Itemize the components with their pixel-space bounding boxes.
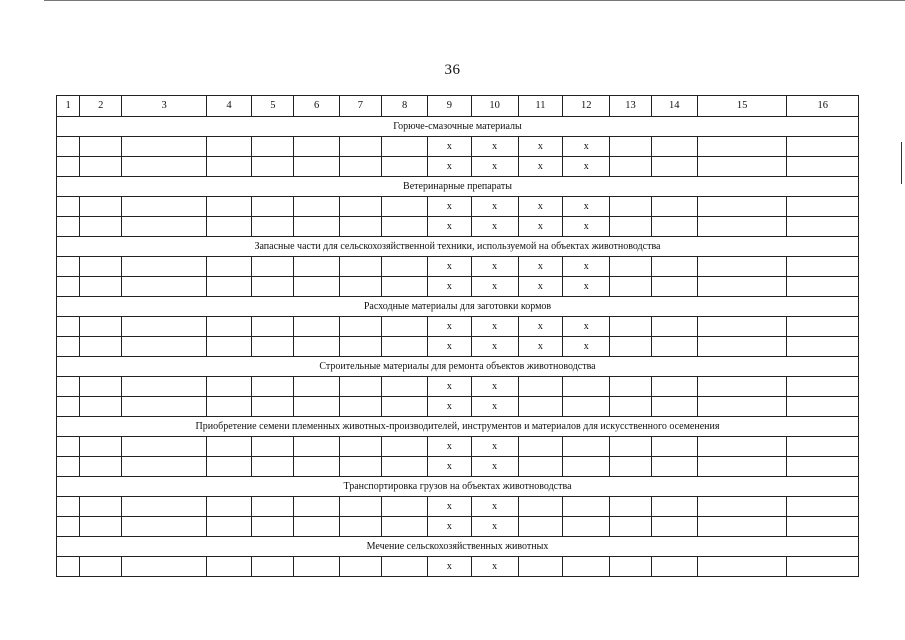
- table-cell: [206, 437, 251, 457]
- table-cell: [787, 457, 859, 477]
- table-cell: [294, 137, 339, 157]
- table-cell: [563, 517, 610, 537]
- table-cell: [697, 517, 787, 537]
- table-cell: [697, 157, 787, 177]
- table-cell: [294, 377, 339, 397]
- table-row: [57, 137, 859, 157]
- column-header: 6: [294, 96, 339, 117]
- table-cell: [651, 157, 697, 177]
- table-cell: [294, 197, 339, 217]
- table-cell: х: [471, 137, 518, 157]
- table-cell: [206, 217, 251, 237]
- table-cell: [252, 517, 294, 537]
- column-header: 2: [80, 96, 122, 117]
- table-cell: [381, 317, 427, 337]
- table-cell: [206, 137, 251, 157]
- table-cell: [610, 377, 651, 397]
- table-cell: х: [471, 457, 518, 477]
- table-cell: [697, 277, 787, 297]
- table-cell: [252, 557, 294, 577]
- table-cell: [651, 217, 697, 237]
- table-cell: [651, 457, 697, 477]
- table-cell: [80, 217, 122, 237]
- table-cell: [80, 517, 122, 537]
- table-cell: х: [563, 217, 610, 237]
- section-heading-row: [57, 477, 859, 497]
- section-heading-row: [57, 537, 859, 557]
- table-cell: [294, 257, 339, 277]
- table-cell: [518, 437, 562, 457]
- table-row: [57, 157, 859, 177]
- table-cell: [122, 257, 207, 277]
- column-header: 8: [381, 96, 427, 117]
- table-cell: [122, 317, 207, 337]
- table-cell: х: [471, 157, 518, 177]
- table-cell: [57, 277, 80, 297]
- table-cell: [787, 437, 859, 457]
- table-row: [57, 557, 859, 577]
- table-cell: [80, 257, 122, 277]
- table-cell: х: [471, 277, 518, 297]
- table-cell: [252, 257, 294, 277]
- table-cell: [381, 497, 427, 517]
- section-title: Приобретение семени племенных животных-производителей, инструментов и материалов для искусственного осеменения: [57, 417, 859, 437]
- table-cell: [57, 497, 80, 517]
- table-cell: [651, 197, 697, 217]
- table-cell: [610, 497, 651, 517]
- table-cell: [518, 517, 562, 537]
- table-cell: х: [428, 517, 471, 537]
- table-cell: х: [471, 377, 518, 397]
- table-cell: [697, 557, 787, 577]
- table-cell: х: [563, 137, 610, 157]
- table-cell: [57, 317, 80, 337]
- table-row: [57, 397, 859, 417]
- table-cell: [610, 457, 651, 477]
- section-heading-row: [57, 177, 859, 197]
- table-cell: х: [428, 497, 471, 517]
- table-cell: [518, 377, 562, 397]
- table-cell: х: [518, 137, 562, 157]
- table-cell: [697, 137, 787, 157]
- table-cell: [294, 397, 339, 417]
- table-cell: [651, 437, 697, 457]
- table-cell: [80, 457, 122, 477]
- table-cell: х: [428, 277, 471, 297]
- table-cell: [294, 517, 339, 537]
- table-cell: [294, 337, 339, 357]
- table-cell: х: [428, 457, 471, 477]
- table-cell: х: [428, 437, 471, 457]
- table-cell: [339, 457, 381, 477]
- table-cell: [563, 437, 610, 457]
- column-header: 1: [57, 96, 80, 117]
- table-cell: [57, 377, 80, 397]
- table-cell: [80, 377, 122, 397]
- table-cell: [252, 377, 294, 397]
- table-cell: [339, 317, 381, 337]
- table-cell: [57, 137, 80, 157]
- table-cell: [294, 277, 339, 297]
- table-cell: [381, 557, 427, 577]
- table-cell: х: [428, 197, 471, 217]
- table-cell: [122, 197, 207, 217]
- table-cell: [122, 557, 207, 577]
- table-cell: х: [428, 257, 471, 277]
- table-cell: [57, 557, 80, 577]
- table-cell: [651, 517, 697, 537]
- table-cell: х: [518, 157, 562, 177]
- table-cell: [252, 137, 294, 157]
- section-heading-row: [57, 117, 859, 137]
- table-cell: [381, 377, 427, 397]
- table-cell: [122, 157, 207, 177]
- column-header: 16: [787, 96, 859, 117]
- table-cell: [610, 437, 651, 457]
- table-cell: [80, 277, 122, 297]
- table-cell: х: [518, 197, 562, 217]
- table-cell: [122, 377, 207, 397]
- table-cell: [651, 397, 697, 417]
- table-cell: [294, 497, 339, 517]
- column-header: 11: [518, 96, 562, 117]
- table-cell: [339, 277, 381, 297]
- table-cell: х: [471, 397, 518, 417]
- table-row: [57, 497, 859, 517]
- table-cell: [381, 257, 427, 277]
- table-cell: [80, 317, 122, 337]
- table-cell: х: [563, 197, 610, 217]
- table-cell: [697, 317, 787, 337]
- table-cell: х: [428, 137, 471, 157]
- table-cell: [206, 317, 251, 337]
- table-cell: х: [471, 517, 518, 537]
- table-cell: [651, 277, 697, 297]
- table-cell: [787, 157, 859, 177]
- section-title: Расходные материалы для заготовки кормов: [57, 297, 859, 317]
- table-cell: [294, 317, 339, 337]
- table-row: [57, 517, 859, 537]
- table-cell: [381, 517, 427, 537]
- column-header: 3: [122, 96, 207, 117]
- table-cell: [80, 437, 122, 457]
- table-cell: [787, 517, 859, 537]
- table-cell: х: [518, 337, 562, 357]
- table-cell: [697, 397, 787, 417]
- table-cell: [610, 257, 651, 277]
- table-cell: х: [428, 157, 471, 177]
- table-cell: [651, 337, 697, 357]
- table-cell: [80, 557, 122, 577]
- table-cell: [381, 457, 427, 477]
- table-cell: [294, 157, 339, 177]
- section-title: Ветеринарные препараты: [57, 177, 859, 197]
- table-cell: [697, 457, 787, 477]
- table-cell: х: [518, 257, 562, 277]
- table-cell: [697, 337, 787, 357]
- table-cell: [206, 397, 251, 417]
- table-cell: [610, 137, 651, 157]
- table-cell: [339, 337, 381, 357]
- table-cell: [339, 137, 381, 157]
- table-cell: [57, 157, 80, 177]
- table-cell: [80, 497, 122, 517]
- table-cell: [206, 517, 251, 537]
- table-cell: [610, 157, 651, 177]
- table-cell: [339, 497, 381, 517]
- table-cell: [787, 397, 859, 417]
- table-cell: [518, 457, 562, 477]
- table-cell: [651, 257, 697, 277]
- table-cell: [252, 197, 294, 217]
- table-cell: [122, 457, 207, 477]
- table-cell: [651, 497, 697, 517]
- column-header: 14: [651, 96, 697, 117]
- table-cell: [610, 557, 651, 577]
- data-table: [56, 95, 859, 577]
- table-cell: [294, 457, 339, 477]
- table-cell: [122, 137, 207, 157]
- table-cell: х: [428, 377, 471, 397]
- table-cell: [563, 457, 610, 477]
- table-cell: [339, 257, 381, 277]
- table-cell: [122, 437, 207, 457]
- column-header-row: [57, 96, 859, 117]
- table-cell: х: [428, 317, 471, 337]
- table-cell: [57, 337, 80, 357]
- column-header: 13: [610, 96, 651, 117]
- table-cell: [787, 317, 859, 337]
- table-cell: [381, 197, 427, 217]
- table-cell: [563, 557, 610, 577]
- section-heading-row: [57, 237, 859, 257]
- table-cell: [57, 197, 80, 217]
- table-cell: х: [563, 157, 610, 177]
- section-title: Мечение сельскохозяйственных животных: [57, 537, 859, 557]
- table-cell: [610, 397, 651, 417]
- table-cell: [787, 497, 859, 517]
- table-cell: [787, 377, 859, 397]
- section-title: Транспортировка грузов на объектах животноводства: [57, 477, 859, 497]
- table-row: [57, 257, 859, 277]
- column-header: 12: [563, 96, 610, 117]
- table-cell: [697, 257, 787, 277]
- table-cell: [57, 517, 80, 537]
- table-cell: [252, 157, 294, 177]
- table-cell: [122, 397, 207, 417]
- table-row: [57, 317, 859, 337]
- table-row: [57, 217, 859, 237]
- table-cell: [610, 337, 651, 357]
- table-cell: [697, 497, 787, 517]
- table-cell: х: [428, 557, 471, 577]
- table-cell: [697, 377, 787, 397]
- section-heading-row: [57, 297, 859, 317]
- table-cell: [787, 257, 859, 277]
- table-cell: [651, 137, 697, 157]
- table-cell: [206, 497, 251, 517]
- column-header: 5: [252, 96, 294, 117]
- table-cell: [563, 397, 610, 417]
- table-cell: х: [428, 217, 471, 237]
- table-cell: [610, 317, 651, 337]
- table-row: [57, 457, 859, 477]
- section-title: Строительные материалы для ремонта объектов животноводства: [57, 357, 859, 377]
- table-cell: [80, 137, 122, 157]
- table-cell: [518, 497, 562, 517]
- table-cell: [787, 557, 859, 577]
- table-cell: х: [428, 337, 471, 357]
- table-cell: х: [471, 217, 518, 237]
- table-cell: х: [518, 317, 562, 337]
- section-heading-row: [57, 417, 859, 437]
- table-cell: [381, 157, 427, 177]
- table-cell: [206, 337, 251, 357]
- section-title: Запасные части для сельскохозяйственной техники, используемой на объектах животноводства: [57, 237, 859, 257]
- table-cell: [294, 557, 339, 577]
- table-cell: [610, 197, 651, 217]
- table-cell: [381, 437, 427, 457]
- table-cell: [122, 337, 207, 357]
- column-header: 15: [697, 96, 787, 117]
- table-row: [57, 437, 859, 457]
- table-cell: [206, 457, 251, 477]
- table-cell: [787, 337, 859, 357]
- table-cell: х: [471, 197, 518, 217]
- table-cell: х: [563, 317, 610, 337]
- table-cell: [381, 277, 427, 297]
- table-cell: [206, 157, 251, 177]
- table-row: [57, 197, 859, 217]
- table-cell: [518, 557, 562, 577]
- table-cell: [294, 217, 339, 237]
- column-header: 9: [428, 96, 471, 117]
- section-title: Горюче-смазочные материалы: [57, 117, 859, 137]
- table-cell: [294, 437, 339, 457]
- table-cell: [57, 217, 80, 237]
- table-cell: [252, 337, 294, 357]
- table-cell: [381, 137, 427, 157]
- table-cell: [252, 437, 294, 457]
- table-cell: [57, 397, 80, 417]
- table-cell: [339, 437, 381, 457]
- table-cell: [563, 377, 610, 397]
- page-number: 36: [444, 62, 461, 78]
- table-row: [57, 377, 859, 397]
- table-cell: [206, 277, 251, 297]
- table-cell: [206, 197, 251, 217]
- table-cell: х: [471, 257, 518, 277]
- table-cell: х: [428, 397, 471, 417]
- column-header: 4: [206, 96, 251, 117]
- table-cell: [252, 457, 294, 477]
- table-cell: [57, 457, 80, 477]
- table-cell: [381, 397, 427, 417]
- table-cell: [787, 217, 859, 237]
- table-cell: [80, 157, 122, 177]
- table-cell: х: [518, 277, 562, 297]
- table-cell: [122, 277, 207, 297]
- section-heading-row: [57, 357, 859, 377]
- table-cell: [252, 317, 294, 337]
- table-cell: х: [518, 217, 562, 237]
- table-cell: [252, 497, 294, 517]
- table-cell: [57, 257, 80, 277]
- table-cell: [651, 377, 697, 397]
- table-cell: [518, 397, 562, 417]
- table-cell: х: [563, 257, 610, 277]
- table-cell: [610, 517, 651, 537]
- table-cell: [122, 497, 207, 517]
- table-cell: [80, 197, 122, 217]
- table-cell: [122, 517, 207, 537]
- table-cell: [381, 217, 427, 237]
- table-cell: [80, 337, 122, 357]
- table-cell: [787, 137, 859, 157]
- table-cell: [651, 317, 697, 337]
- table-cell: [651, 557, 697, 577]
- column-header: 7: [339, 96, 381, 117]
- table-cell: [697, 197, 787, 217]
- table-cell: [610, 217, 651, 237]
- table-cell: [252, 217, 294, 237]
- table-cell: [80, 397, 122, 417]
- table-cell: [252, 397, 294, 417]
- table-cell: [339, 157, 381, 177]
- table-cell: [787, 197, 859, 217]
- table-cell: [339, 197, 381, 217]
- table-cell: х: [563, 337, 610, 357]
- table-cell: [787, 277, 859, 297]
- table-cell: [339, 397, 381, 417]
- table-row: [57, 337, 859, 357]
- table-cell: [206, 377, 251, 397]
- top-edge-rule: [44, 0, 905, 1]
- table-cell: [252, 277, 294, 297]
- table-cell: х: [471, 317, 518, 337]
- table-cell: [206, 557, 251, 577]
- page-edge-mark: [901, 142, 902, 184]
- table-cell: [339, 217, 381, 237]
- table-row: [57, 277, 859, 297]
- table-cell: х: [471, 497, 518, 517]
- table-cell: х: [471, 437, 518, 457]
- table-cell: [339, 517, 381, 537]
- table-cell: х: [471, 557, 518, 577]
- table-cell: [610, 277, 651, 297]
- table-cell: [57, 437, 80, 457]
- table-cell: х: [563, 277, 610, 297]
- table-cell: [381, 337, 427, 357]
- column-header: 10: [471, 96, 518, 117]
- table-cell: [339, 557, 381, 577]
- table-cell: [563, 497, 610, 517]
- table-cell: [697, 437, 787, 457]
- table-cell: [122, 217, 207, 237]
- table-cell: х: [471, 337, 518, 357]
- table-cell: [697, 217, 787, 237]
- table-cell: [206, 257, 251, 277]
- table-cell: [339, 377, 381, 397]
